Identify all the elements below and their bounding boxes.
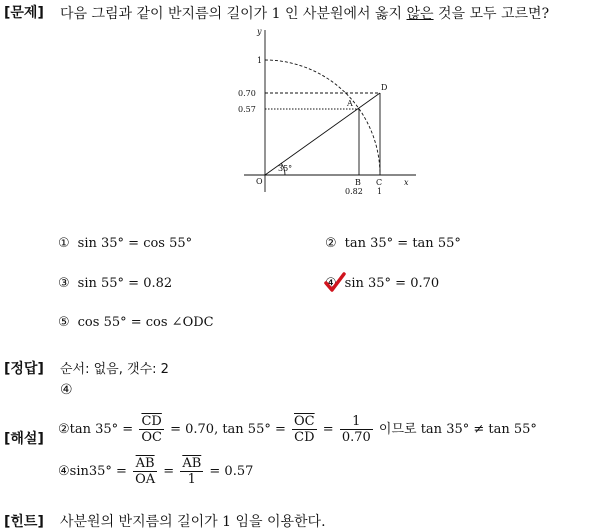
option-3-num: ③ xyxy=(58,276,70,291)
explanation-line1 xyxy=(58,414,537,445)
angle-label: 35° xyxy=(278,164,293,173)
option-2[interactable] xyxy=(325,236,461,251)
arc xyxy=(265,60,380,175)
frac-ab-oa xyxy=(133,456,157,487)
checkmark-icon xyxy=(324,272,346,294)
problem-tag: [문제] xyxy=(4,5,44,21)
frac-cd-num: $\overline{CD}$ xyxy=(139,414,164,430)
problem-underlined: 않은 xyxy=(406,6,434,22)
explanation-tag: [해설] xyxy=(4,431,44,447)
point-c-label: C xyxy=(376,178,383,187)
expl-l2-a: ④sin35° = xyxy=(58,464,127,479)
answer-tag: [정답] xyxy=(4,361,44,377)
answer-line1: 순서: 없음, 갯수: 2 xyxy=(60,362,169,377)
expl-l2-b: = xyxy=(163,464,175,479)
option-1-num: ① xyxy=(58,236,70,251)
y070-label: 0.70 xyxy=(238,89,256,98)
frac-oc-num: $\overline{OC}$ xyxy=(294,414,315,429)
x082-label: 0.82 xyxy=(345,187,363,196)
expl-l1-a: ②tan 35° = xyxy=(58,422,134,437)
frac-1-num: 1 xyxy=(340,414,373,430)
frac-ab1-num: $\overline{AB}$ xyxy=(182,456,202,471)
hint-text: 사분원의 반지름의 길이가 1 임을 이용한다. xyxy=(60,514,326,530)
frac-1-070 xyxy=(340,414,373,445)
option-1[interactable] xyxy=(58,236,192,251)
frac-oa-den: OA xyxy=(135,472,156,487)
option-3-text: sin 55° = 0.82 xyxy=(77,276,173,291)
frac-cd-den: CD xyxy=(294,430,315,445)
option-5[interactable] xyxy=(58,315,214,330)
option-5-num: ⑤ xyxy=(58,315,70,330)
answer-line2: ④ xyxy=(60,382,73,398)
y057-label: 0.57 xyxy=(238,105,256,114)
x1-label: 1 xyxy=(377,187,383,196)
expl-l1-d: 이므로 tan 35° ≠ tan 55° xyxy=(378,422,537,437)
quarter-circle-diagram xyxy=(230,22,430,202)
option-3[interactable] xyxy=(58,276,172,291)
explanation-line2 xyxy=(58,456,253,487)
origin-label: O xyxy=(256,177,263,186)
hint-tag: [힌트] xyxy=(4,514,44,530)
point-b-label: B xyxy=(355,178,361,187)
option-2-num: ② xyxy=(325,236,337,251)
option-4-text: sin 35° = 0.70 xyxy=(344,276,440,291)
frac-ab-num: $\overline{AB}$ xyxy=(133,456,157,472)
frac-oc-cd xyxy=(292,414,317,445)
frac-oc-den: OC xyxy=(141,430,162,445)
frac-ab-1 xyxy=(180,456,203,487)
problem-text xyxy=(60,3,549,23)
option-2-text: tan 35° = tan 55° xyxy=(344,236,461,251)
option-4-num: ④ xyxy=(325,276,337,291)
y1-label: 1 xyxy=(257,56,263,65)
x-label: x xyxy=(404,178,409,187)
line-od xyxy=(265,93,380,175)
frac-070-den: 0.70 xyxy=(341,430,371,445)
option-5-text: cos 55° = cos ∠ODC xyxy=(77,315,214,330)
frac-1-den: 1 xyxy=(187,472,196,487)
option-1-text: sin 35° = cos 55° xyxy=(77,236,193,251)
expl-l1-b: = 0.70, tan 55° = xyxy=(170,422,286,437)
expl-l1-c: = xyxy=(322,422,334,437)
point-a-label: A xyxy=(347,99,353,108)
problem-text-end: 것을 모두 고르면? xyxy=(433,6,550,22)
point-d-label: D xyxy=(381,83,388,92)
frac-cd-oc xyxy=(139,414,164,445)
problem-text-part: 다음 그림과 같이 반지름의 길이가 1 인 사분원에서 옳지 xyxy=(60,6,407,22)
y-label: y xyxy=(257,27,262,36)
expl-l2-c: = 0.57 xyxy=(209,464,254,479)
